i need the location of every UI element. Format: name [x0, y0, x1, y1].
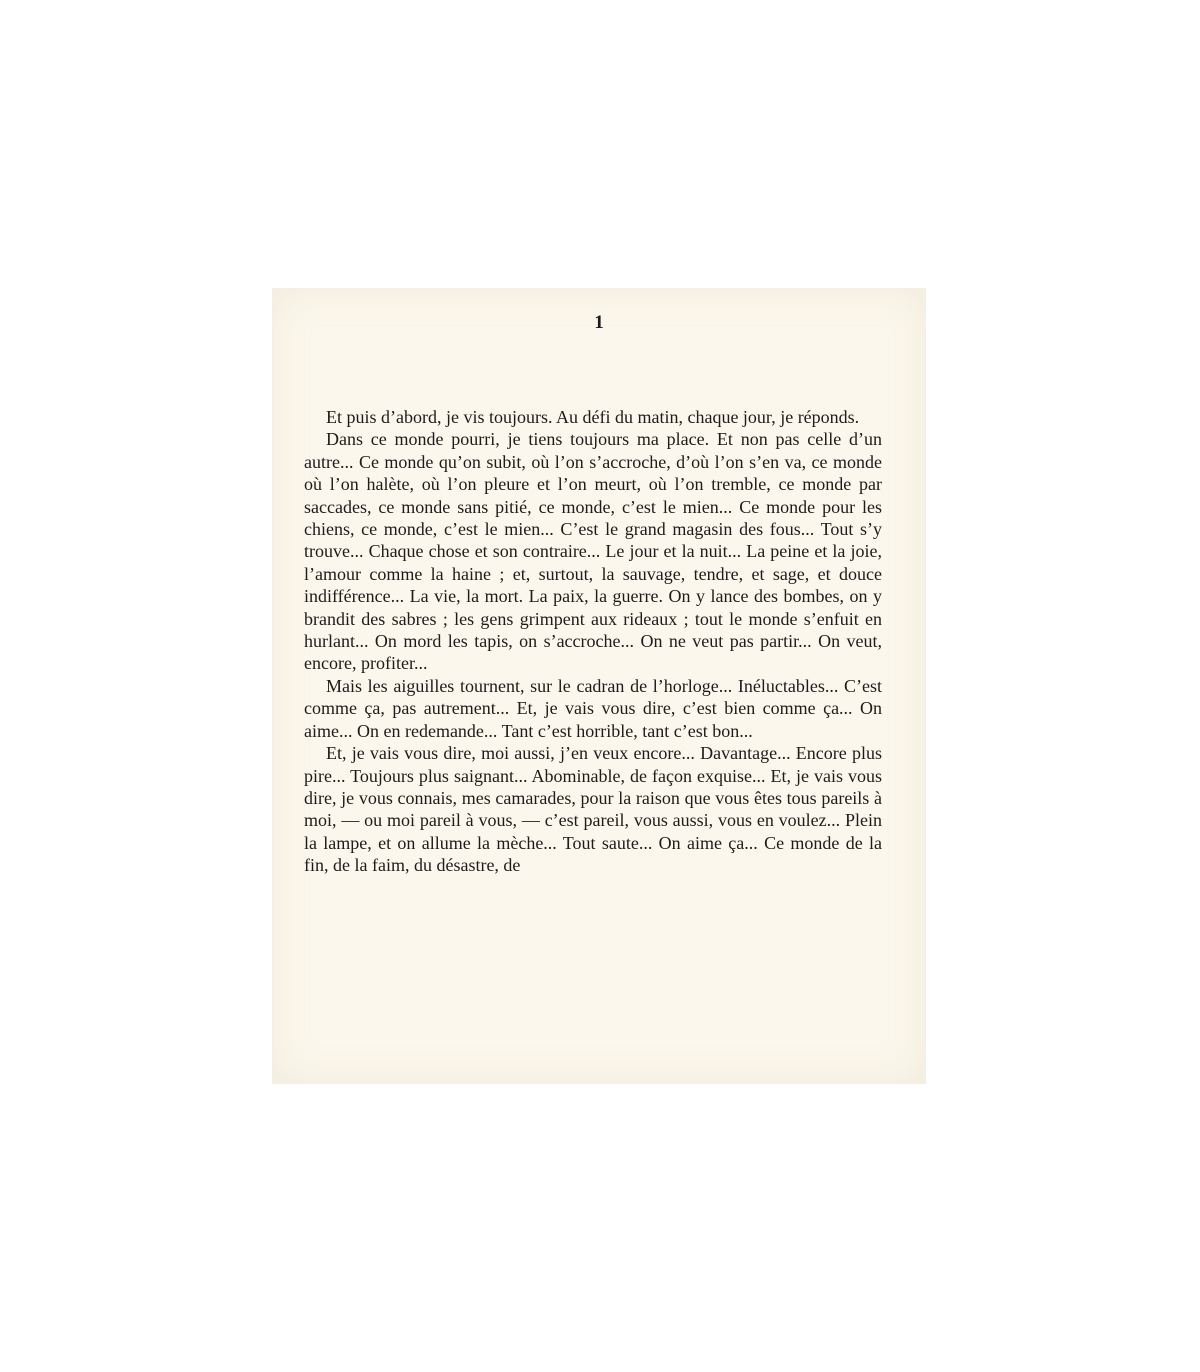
paragraph: Et, je vais vous dire, moi aussi, j’en veux encore... Davantage... Encore plus pire... Toujours plus saignant... Abominable, de façon exquise... Et, je vais vous dire, je vous connais, mes camarades, pour la raison que vous êtes tous pareils à moi, — ou moi pareil à vous, — c’est pareil, vous aussi, vous en voulez... Plein la lampe, et on allume la mèche... Tout saute... On aime ça... Ce monde de la fin, de la faim, du désastre, de [304, 743, 882, 876]
paragraph: Dans ce monde pourri, je tiens toujours ma place. Et non pas celle d’un autre... Ce monde qu’on subit, où l’on s’accroche, d’où l’on s’en va, ce monde où l’on halète, où l’on pleure et l’on meurt, où l’on tremble, ce monde par saccades, ce monde sans pitié, ce monde, c’est le mien... Ce monde pour les chiens, ce monde, c’est le mien... C’est le grand magasin des fous... Tout s’y trouve... Chaque chose et son contraire... Le jour et la nuit... La peine et la joie, l’amour comme la haine ; et, surtout, la sauvage, tendre, et sage, et douce indifférence... La vie, la mort. La paix, la guerre. On y lance des bombes, on y brandit des sabres ; les gens grimpent aux rideaux ; tout le monde s’enfuit en hurlant... On mord les tapis, on s’accroche... On ne veut pas partir... On veut, encore, profiter... [304, 429, 882, 674]
page-number: 1 [594, 312, 604, 333]
body-text [304, 406, 882, 877]
paragraph: Et puis d’abord, je vis toujours. Au défi du matin, chaque jour, je réponds. [326, 407, 860, 427]
paragraph: Mais les aiguilles tournent, sur le cadran de l’horloge... Inéluctables... C’est comme ça, pas autrement... Et, je vais vous dire, c’est bien comme ça... On aime... On en redemande... Tant c’est horrible, tant c’est bon... [304, 675, 882, 741]
book-page [272, 288, 926, 1084]
